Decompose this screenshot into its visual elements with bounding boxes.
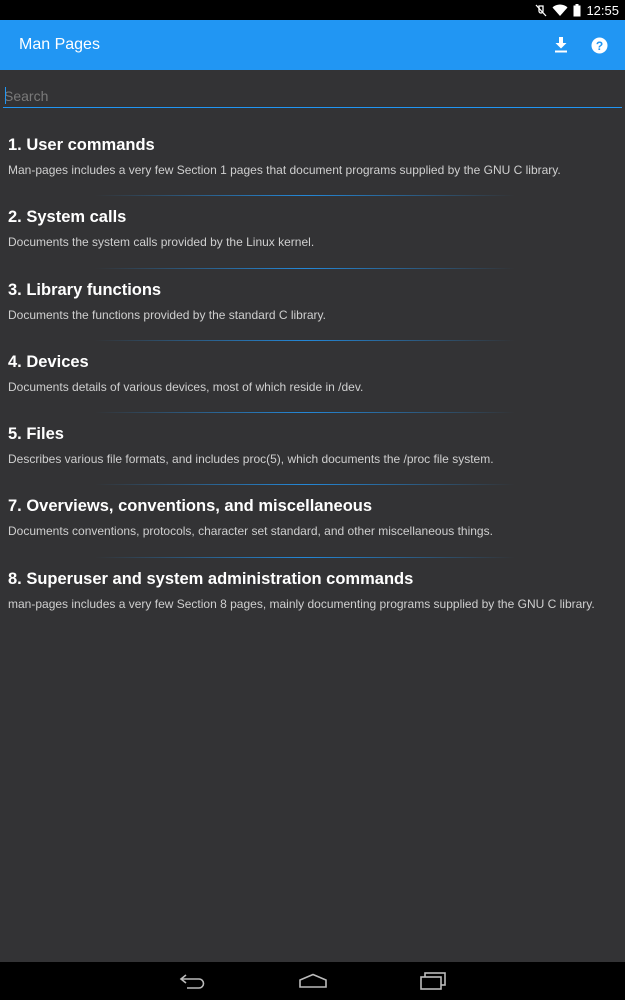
back-icon — [179, 973, 207, 989]
section-title: 7. Overviews, conventions, and miscellaneous — [8, 497, 373, 516]
text-cursor — [5, 87, 6, 104]
download-icon — [554, 37, 568, 53]
app-bar — [0, 20, 625, 70]
wifi-icon — [552, 4, 568, 17]
content-area — [0, 70, 625, 962]
section-title: 2. System calls — [8, 208, 127, 227]
section-description: Documents conventions, protocols, character set standard, and other miscellaneous things. — [8, 524, 493, 539]
navigation-bar — [0, 962, 625, 1000]
recents-button[interactable] — [418, 969, 448, 993]
section-title: 1. User commands — [8, 136, 155, 154]
mic-off-icon — [535, 4, 547, 17]
app-actions — [551, 35, 609, 55]
section-item-library-functions[interactable] — [0, 269, 625, 341]
section-title: 5. Files — [8, 425, 64, 444]
battery-icon — [573, 4, 581, 17]
section-description: Documents details of various devices, most of which reside in /dev. — [8, 379, 364, 394]
help-button[interactable] — [589, 35, 609, 55]
section-item-devices[interactable] — [0, 341, 625, 413]
section-title: 8. Superuser and system administration commands — [8, 569, 414, 588]
section-description: Documents the system calls provided by the Linux kernel. — [8, 235, 315, 250]
back-button[interactable] — [178, 969, 208, 993]
section-item-system-calls[interactable] — [0, 196, 625, 268]
home-icon — [298, 973, 328, 989]
section-item-files[interactable] — [0, 413, 625, 485]
search-input[interactable] — [3, 85, 622, 107]
status-bar — [0, 0, 625, 20]
search-field — [3, 85, 622, 108]
section-item-user-commands[interactable] — [0, 124, 625, 196]
recents-icon — [419, 972, 447, 990]
section-list — [0, 124, 625, 648]
download-button[interactable] — [551, 35, 571, 55]
home-button[interactable] — [298, 969, 328, 993]
status-time: 12:55 — [586, 2, 619, 18]
section-description: man-pages includes a very few Section 8 pages, mainly documenting programs supplied by the GNU C library. — [8, 596, 595, 611]
section-item-overviews[interactable] — [0, 485, 625, 557]
section-title: 4. Devices — [8, 352, 89, 371]
section-item-superuser[interactable] — [0, 558, 625, 648]
section-description: Documents the functions provided by the standard C library. — [8, 307, 326, 322]
svg-text:?: ? — [595, 38, 603, 53]
section-description: Man-pages includes a very few Section 1 pages that document programs supplied by the GNU C library. — [8, 163, 561, 177]
section-description: Describes various file formats, and includes proc(5), which documents the /proc file system. — [8, 452, 494, 467]
section-title: 3. Library functions — [8, 280, 162, 299]
help-icon — [591, 37, 608, 54]
app-title: Man Pages — [19, 36, 100, 53]
